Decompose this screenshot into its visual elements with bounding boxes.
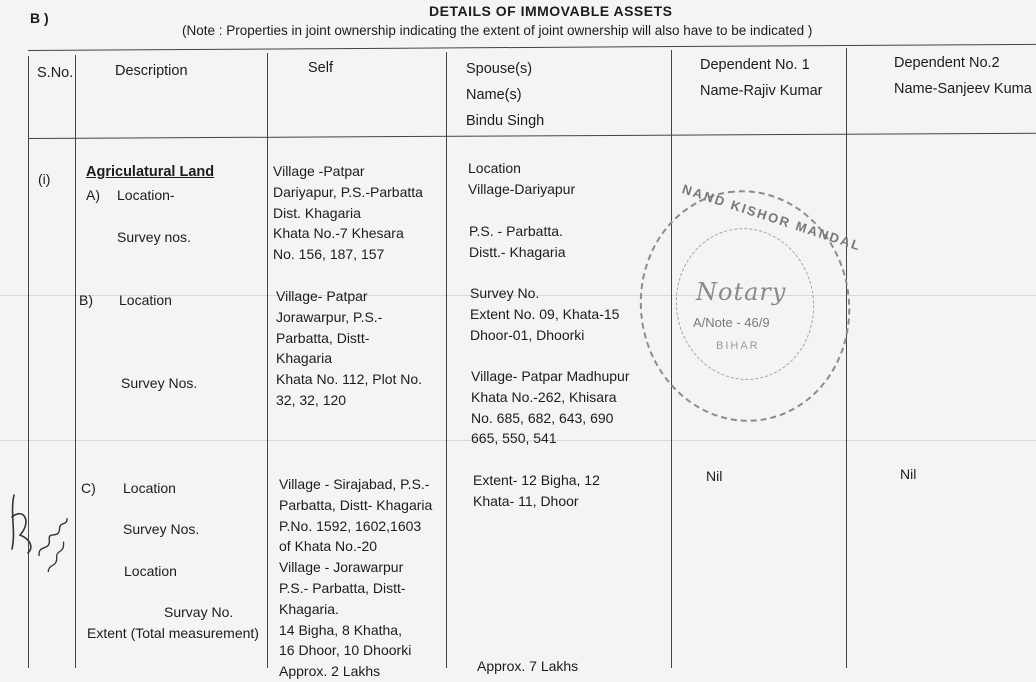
- item-letter-a: A): [86, 187, 100, 203]
- dependent-1-land-c: Nil: [706, 468, 723, 484]
- table-top-border: [28, 44, 1036, 51]
- page-section-label: B ): [30, 10, 49, 26]
- handwritten-signature: [2, 487, 82, 572]
- column-divider: [75, 55, 76, 668]
- table-left-border: [28, 56, 29, 668]
- desc-survey-b: Survey Nos.: [121, 375, 198, 391]
- self-land-c: Village - Sirajabad, P.S.- Parbatta, Distt- Khagaria P.No. 1592, 1602,1603 of Khata No.-20 Village - Jorawarpur P.S.- Parbatta, Distt- Khagaria. 14 Bigha, 8 Khatha, 16 Dhoor, 10 Dhoorki Approx. 2 Lakhs: [279, 476, 433, 680]
- item-letter-c: C): [81, 480, 96, 496]
- spouse-land-a-ps: P.S. - Parbatta. Distt.- Khagaria: [469, 223, 566, 260]
- spouse-land-a: Location Village-Dariyapur: [468, 160, 576, 197]
- item-letter-b: B): [79, 292, 93, 308]
- desc-survay-no: Survay No.: [164, 604, 234, 620]
- desc-survey-c: Survey Nos.: [123, 521, 200, 537]
- stamp-state: BIHAR: [716, 340, 760, 352]
- stamp-registration-number: A/Note - 46/9: [693, 315, 770, 330]
- header-description: Description: [115, 63, 188, 79]
- desc-location-b: Location: [119, 292, 172, 308]
- document-title: DETAILS OF IMMOVABLE ASSETS: [429, 3, 673, 19]
- stamp-notary-name: NAND KISHOR MANDAL: [680, 181, 864, 254]
- header-self: Self: [308, 60, 333, 76]
- column-divider: [267, 53, 268, 668]
- desc-extent: Extent (Total measurement): [87, 625, 259, 641]
- section-heading-agricultural-land: Agriculatural Land: [86, 164, 215, 180]
- header-spouse: Spouse(s) Name(s) Bindu Singh: [466, 61, 545, 129]
- header-sno: S.No.: [37, 65, 74, 81]
- column-divider: [846, 48, 847, 668]
- self-land-a: Village -Patpar Dariyapur, P.S.-Parbatta Dist. Khagaria Khata No.-7 Khesara No. 156, 187, 157: [273, 163, 423, 263]
- self-land-b: Village- Patpar Jorawarpur, P.S.- Parbatta, Distt- Khagaria Khata No. 112, Plot No. 32, 32, 120: [276, 288, 423, 408]
- header-dependent-1: Dependent No. 1 Name-Rajiv Kumar: [700, 57, 823, 99]
- desc-location-c: Location: [123, 480, 176, 496]
- row-serial-number: (i): [38, 171, 51, 187]
- desc-location-a: Location-: [117, 187, 175, 203]
- ownership-note: (Note : Properties in joint ownership indicating the extent of joint ownership will also have to be indicated ): [182, 23, 813, 38]
- dependent-2-land-c: Nil: [900, 466, 917, 482]
- spouse-land-b-village: Village- Patpar Madhupur Khata No.-262, Khisara No. 685, 682, 643, 690 665, 550, 541: [471, 368, 630, 447]
- stamp-notary-label: Notary: [696, 278, 787, 306]
- desc-survey-a: Survey nos.: [117, 229, 191, 245]
- spouse-land-c-value: Approx. 7 Lakhs: [477, 658, 579, 674]
- desc-location-c2: Location: [124, 563, 177, 579]
- spouse-land-c: Extent- 12 Bigha, 12 Khata- 11, Dhoor: [473, 472, 600, 509]
- column-divider: [446, 52, 447, 668]
- spouse-land-b: Survey No. Extent No. 09, Khata-15 Dhoor-01, Dhoorki: [470, 285, 620, 343]
- header-dependent-2: Dependent No.2 Name-Sanjeev Kuma: [894, 55, 1032, 97]
